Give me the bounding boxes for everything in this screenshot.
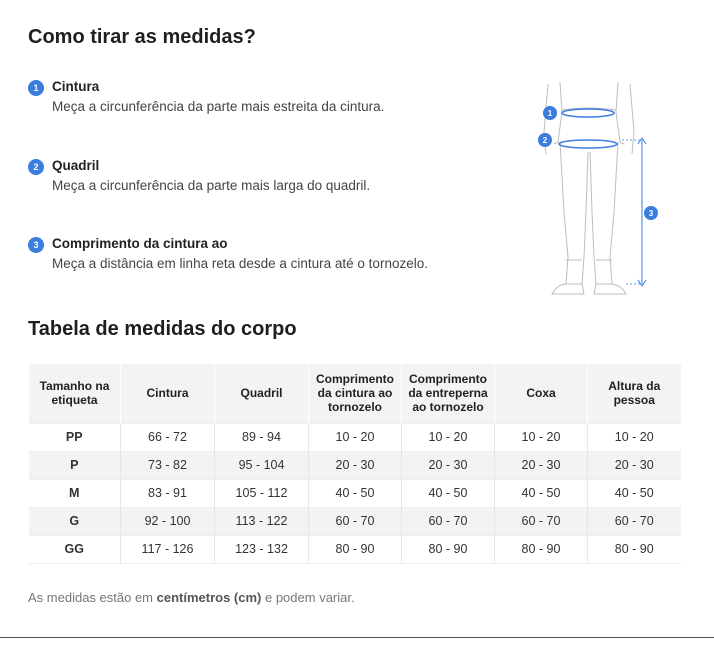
table-cell: 10 - 20	[495, 423, 588, 451]
table-row	[29, 507, 681, 535]
size-chart-table	[28, 364, 681, 564]
table-row	[29, 535, 681, 563]
table-cell: 83 - 91	[121, 479, 215, 507]
size-label-cell: PP	[29, 423, 121, 451]
marker-label: 3	[648, 209, 654, 218]
footnote-unit: centímetros (cm)	[156, 590, 262, 605]
step-number-badge: 2	[28, 159, 44, 175]
table-cell: 95 - 104	[215, 451, 309, 479]
column-header: Cintura	[121, 364, 215, 423]
column-header: Coxa	[495, 364, 588, 423]
column-header: Quadril	[215, 364, 309, 423]
step-title: Cintura	[52, 79, 100, 94]
table-cell: 10 - 20	[402, 423, 495, 451]
table-cell: 92 - 100	[121, 507, 215, 535]
table-header-row	[29, 364, 681, 423]
table-row	[29, 479, 681, 507]
column-header: Altura da pessoa	[588, 364, 681, 423]
marker-label: 1	[547, 109, 553, 118]
hip-line	[559, 140, 617, 148]
table-cell: 105 - 112	[215, 479, 309, 507]
footnote-prefix: As medidas estão em	[28, 590, 157, 605]
step-title: Comprimento da cintura ao	[52, 236, 228, 251]
table-cell: 20 - 30	[495, 451, 588, 479]
units-footnote	[28, 590, 355, 605]
table-cell: 73 - 82	[121, 451, 215, 479]
table-cell: 66 - 72	[121, 423, 215, 451]
size-label-cell: G	[29, 507, 121, 535]
footnote-suffix: e podem variar.	[261, 590, 355, 605]
table-title: Tabela de medidas do corpo	[28, 318, 297, 340]
size-label-cell: M	[29, 479, 121, 507]
step-description: Meça a circunferência da parte mais larga do quadril.	[52, 178, 371, 193]
table-cell: 60 - 70	[588, 507, 681, 535]
step-title: Quadril	[52, 158, 100, 173]
table-cell: 80 - 90	[588, 535, 681, 563]
table-cell: 40 - 50	[495, 479, 588, 507]
table-cell: 123 - 132	[215, 535, 309, 563]
table-cell: 10 - 20	[309, 423, 402, 451]
table-cell: 80 - 90	[309, 535, 402, 563]
column-header: Comprimento da entreperna ao tornozelo	[402, 364, 495, 423]
step-description: Meça a distância em linha reta desde a cintura até o tornozelo.	[52, 256, 428, 271]
table-cell: 40 - 50	[402, 479, 495, 507]
table-cell: 80 - 90	[495, 535, 588, 563]
table-cell: 40 - 50	[309, 479, 402, 507]
step-number-badge: 1	[28, 80, 44, 96]
table-cell: 113 - 122	[215, 507, 309, 535]
table-cell: 89 - 94	[215, 423, 309, 451]
table-cell: 10 - 20	[588, 423, 681, 451]
table-cell: 60 - 70	[309, 507, 402, 535]
column-header: Comprimento da cintura ao tornozelo	[309, 364, 402, 423]
step-description: Meça a circunferência da parte mais estreita da cintura.	[52, 99, 385, 114]
table-cell: 117 - 126	[121, 535, 215, 563]
table-cell: 80 - 90	[402, 535, 495, 563]
marker-label: 2	[542, 136, 548, 145]
body-measurement-illustration	[530, 72, 670, 302]
size-label-cell: P	[29, 451, 121, 479]
table-cell: 20 - 30	[588, 451, 681, 479]
waist-line	[562, 109, 614, 117]
table-row	[29, 423, 681, 451]
table-cell: 20 - 30	[309, 451, 402, 479]
table-cell: 60 - 70	[495, 507, 588, 535]
table-row	[29, 451, 681, 479]
bottom-divider	[0, 637, 714, 638]
pants-figure-icon	[530, 72, 670, 302]
step-number-badge: 3	[28, 237, 44, 253]
column-header: Tamanho na etiqueta	[29, 364, 121, 423]
guide-title: Como tirar as medidas?	[28, 26, 256, 48]
table-cell: 40 - 50	[588, 479, 681, 507]
table-cell: 60 - 70	[402, 507, 495, 535]
table-cell: 20 - 30	[402, 451, 495, 479]
size-label-cell: GG	[29, 535, 121, 563]
